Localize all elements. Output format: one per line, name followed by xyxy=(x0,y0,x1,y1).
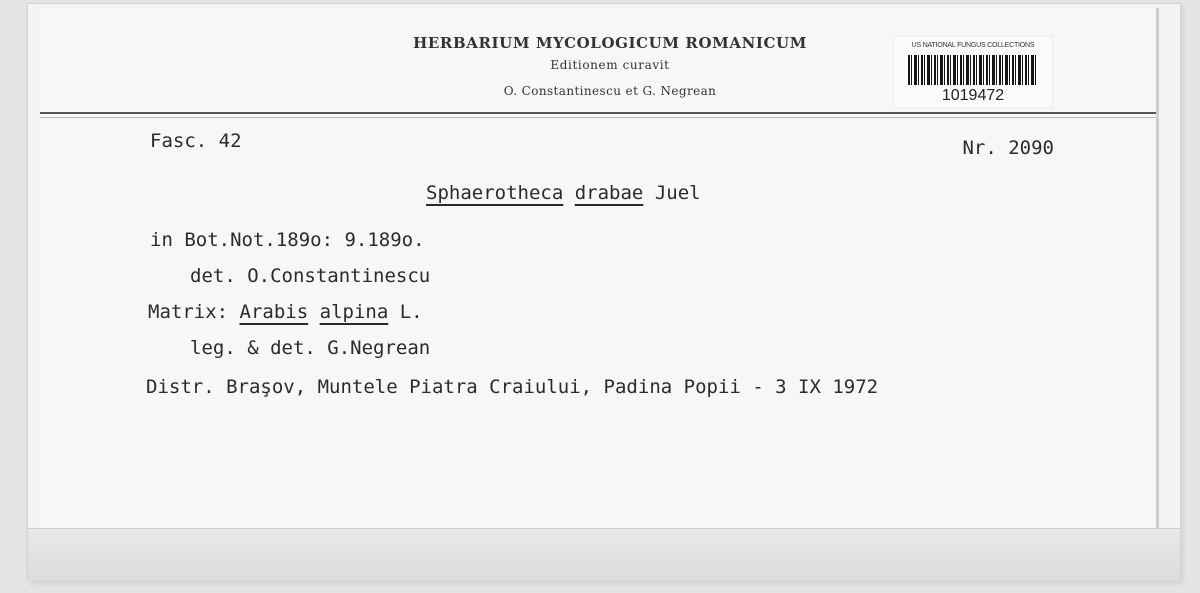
matrix-genus: Arabis xyxy=(239,301,309,323)
determiner: det. O.Constantinescu xyxy=(190,265,431,287)
taxon-genus: Sphaerotheca xyxy=(426,182,564,204)
barcode-collection: US NATIONAL FUNGUS COLLECTIONS xyxy=(911,42,1035,49)
matrix xyxy=(148,301,423,323)
matrix-prefix: Matrix: xyxy=(148,301,229,323)
collector: leg. & det. G.Negrean xyxy=(190,337,431,359)
header-divider xyxy=(40,112,1156,114)
barcode-sticker xyxy=(893,36,1053,108)
envelope-fold xyxy=(28,528,1180,581)
barcode-number: 1019472 xyxy=(941,87,1005,104)
fascicle-number: Fasc. 42 xyxy=(150,130,242,152)
taxon-author: Juel xyxy=(654,182,701,204)
specimen-number: Nr. 2090 xyxy=(962,137,1054,159)
taxon-species: drabae xyxy=(574,182,644,204)
header-authors: O. Constantinescu et G. Negrean xyxy=(503,84,717,98)
matrix-author: L. xyxy=(399,301,423,323)
header-subtitle: Editionem curavit xyxy=(550,58,670,72)
barcode-icon xyxy=(908,55,1038,85)
taxon-name xyxy=(426,182,701,204)
locality: Distr. Braşov, Muntele Piatra Craiului, Padina Popii - 3 IX 1972 xyxy=(146,376,879,398)
citation: in Bot.Not.189o: 9.189o. xyxy=(150,229,425,251)
header-title: HERBARIUM MYCOLOGICUM ROMANICUM xyxy=(413,34,807,52)
header-divider-shadow xyxy=(40,117,1156,118)
matrix-species: alpina xyxy=(319,301,389,323)
